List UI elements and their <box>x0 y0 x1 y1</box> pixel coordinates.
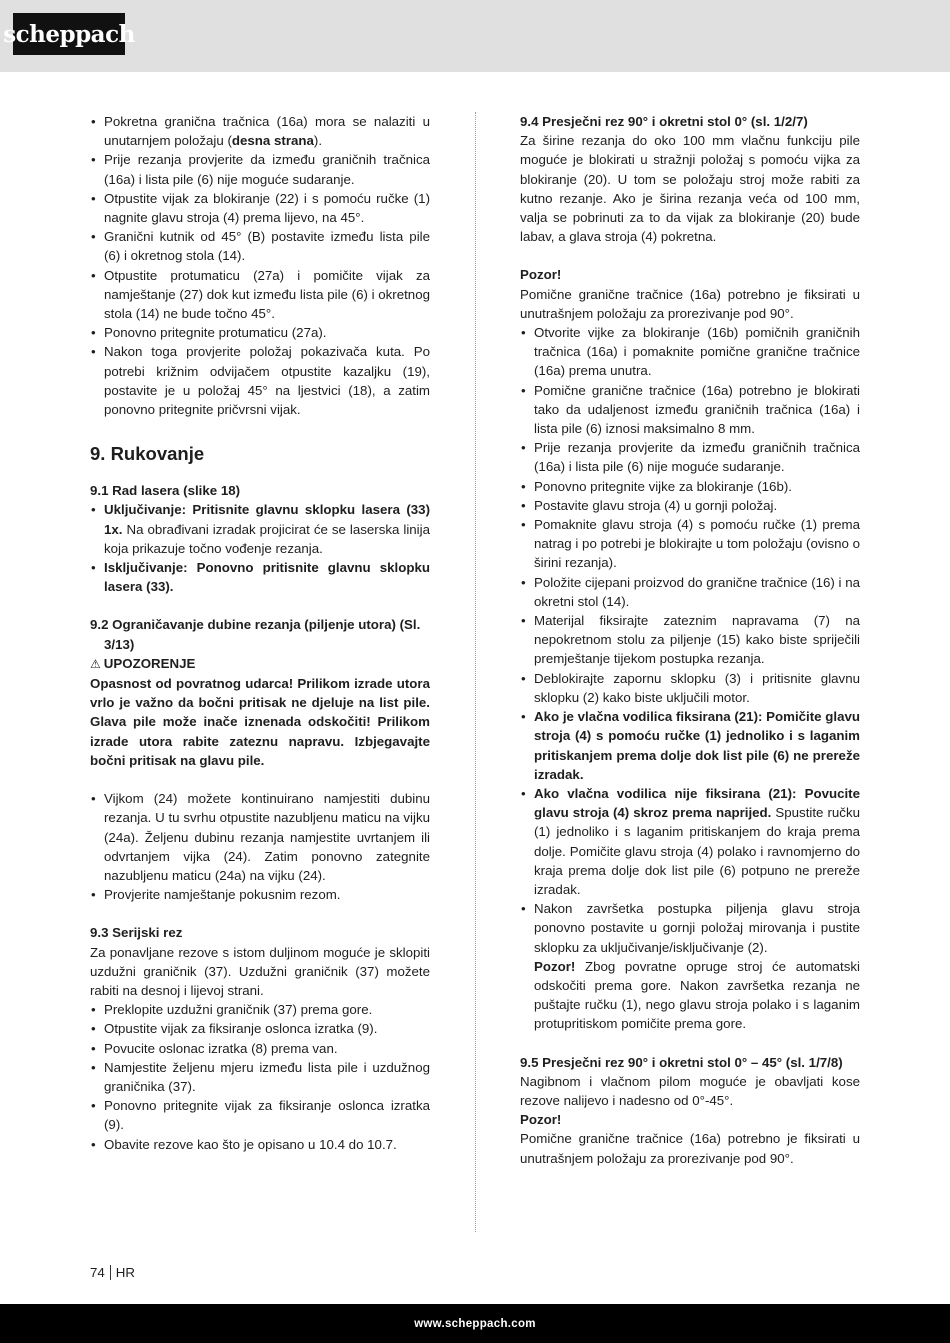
list-item: • Isključivanje: Ponovno pritisnite glavnu sklopku lasera (33). <box>90 558 430 596</box>
subheading-serial-cut: 9.3 Serijski rez <box>90 925 183 941</box>
list-item: • Otvorite vijke za blokiranje (16b) pomičnih graničnih tračnica (16a) i pomaknite pomične granične tračnice (16a) prema unutra. <box>520 323 860 381</box>
subheading-cross-cut-90: 9.4 Presječni rez 90° i okretni stol 0° (sl. 1/2/7) <box>520 114 808 129</box>
list-item: • Obavite rezove kao što je opisano u 10.4 do 10.7. <box>90 1135 430 1154</box>
left-column <box>90 112 430 1154</box>
warning-label: ⚠ UPOZORENJE <box>90 654 430 674</box>
list-item: • Uključivanje: Pritisnite glavnu sklopku lasera (33) 1x. Na obrađivani izradak projicirat će se laserska linija koja prikazuje točno vođenje rezanja. <box>90 500 430 558</box>
warning-text: Opasnost od povratnog udarca! Prilikom izrade utora vrlo je važno da bočni pritisak ne djeluje na list pile. Glava pile može inače iznenada odskočiti! Prilikom izrade utora rabite zateznu napravu. Izbjegavajte bočni pritisak na glavu pile. <box>90 676 430 768</box>
list-item: • Otpustite vijak za fiksiranje oslonca izratka (9). <box>90 1019 430 1038</box>
list-item: • Pokretna granična tračnica (16a) mora se nalaziti u unutarnjem položaju (desna strana). <box>90 112 430 150</box>
caution-label: Pozor! <box>520 267 562 283</box>
list-item: • Pomične granične tračnice (16a) potrebno je blokirati tako da udaljenost između graničnih tračnica (16a) i lista pile (6) iznosi maksimalno 8 mm. <box>520 381 860 439</box>
brand-logo: scheppach <box>13 13 125 55</box>
website-link[interactable]: www.scheppach.com <box>414 1317 536 1330</box>
list-item: • Povucite oslonac izratka (8) prema van. <box>90 1039 430 1058</box>
list-item: • Postavite glavu stroja (4) u gornji položaj. <box>520 496 860 515</box>
list-item: • Pomaknite glavu stroja (4) s pomoću ručke (1) prema natrag i po potrebi je blokirajte u tom položaju (ovisno o širini rezanja). <box>520 515 860 573</box>
list-item: • Otpustite vijak za blokiranje (22) i s pomoću ručke (1) nagnite glavu stroja (4) prema lijevo, na 45°. <box>90 189 430 227</box>
serial-cut-intro: Za ponavljane rezove s istom duljinom moguće je sklopiti uzdužni graničnik (37). Uzdužni graničnik (37) možete rabiti na desnoj i lijevoj strani. <box>90 944 430 998</box>
list-item: • Prije rezanja provjerite da između graničnih tračnica (16a) i lista pile (6) nije moguće sudaranje. <box>520 438 860 476</box>
column-divider <box>475 112 476 1232</box>
right-column <box>520 112 860 1168</box>
subheading-cross-cut-45: 9.5 Presječni rez 90° i okretni stol 0° – 45° (sl. 1/7/8) <box>520 1054 843 1070</box>
list-item: • Provjerite namještanje pokusnim rezom. <box>90 885 430 904</box>
list-item: • Položite cijepani proizvod do granične tračnice (16) i na okretni stol (14). <box>520 573 860 611</box>
bevel-intro: Nagibnom i vlačnom pilom moguće je obavljati kose rezove nalijevo i nadesno od 0°-45°. <box>520 1073 860 1108</box>
list-item: • Ponovno pritegnite vijke za blokiranje (16b). <box>520 477 860 496</box>
list-item: • Prije rezanja provjerite da između graničnih tračnica (16a) i lista pile (6) nije moguće sudaranje. <box>90 150 430 188</box>
caution-label-2: Pozor! <box>520 1112 562 1128</box>
cut-depth-list <box>90 789 430 904</box>
list-item: • Nakon završetka postupka piljenja glavu stroja ponovno postavite u gornji položaj mirovanja i pustite sklopku za uključivanje/isključivanje (2). <box>520 899 860 957</box>
list-item: • Ponovno pritegnite vijak za fiksiranje oslonca izratka (9). <box>90 1096 430 1134</box>
subheading-cut-depth: 9.2 Ograničavanje dubine rezanja (piljenje utora) (Sl. 3/13) <box>90 617 421 652</box>
list-item: • Otpustite protumaticu (27a) i pomičite vijak za namještanje (27) dok kut između lista pile (6) i okretnog stola (14) ne bude točno 45°. <box>90 266 430 324</box>
cross-cut-list <box>520 323 860 957</box>
list-item: • Namjestite željenu mjeru između lista pile i uzdužnog graničnika (37). <box>90 1058 430 1096</box>
caution-note: Pozor! Zbog povratne opruge stroj će automatski odskočiti prema gore. Nakon završetka rezanja ne puštajte ručku (1), nego glavu stroja polako i s laganim protupritiskom pomičite prema gore. <box>534 958 860 1032</box>
section-heading-rukovanje: 9. Rukovanje <box>90 443 205 465</box>
caution-text-2: Pomične granične tračnice (16a) potrebno je fiksirati u unutrašnjem položaju za prorezivanje pod 90°. <box>520 1131 860 1166</box>
list-item: • Nakon toga provjerite položaj pokazivača kuta. Po potrebi križnim odvijačem otpustite kazaljku (19), postavite je u položaj 45° na ljestvici (18), a zatim ponovno pritegnite pričvrsni vijak. <box>90 342 430 419</box>
laser-list <box>90 500 430 596</box>
list-item: • Vijkom (24) možete kontinuirano namjestiti dubinu rezanja. U tu svrhu otpustite nazubljenu maticu na vijku (24a). Željenu dubinu rezanja namjestite uvrtanjem ili odvrtanjem vijka (24). Zatim ponovno zategnite nazubljenu maticu (24a) na vijku (24). <box>90 789 430 885</box>
list-item: • Preklopite uzdužni graničnik (37) prema gore. <box>90 1000 430 1019</box>
subheading-laser: 9.1 Rad lasera (slike 18) <box>90 483 241 499</box>
list-item: • Ponovno pritegnite protumaticu (27a). <box>90 323 430 342</box>
page-number: 74 HR <box>90 1265 136 1280</box>
caution-text: Pomične granične tračnice (16a) potrebno je fiksirati u unutrašnjem položaju za prorezivanje pod 90°. <box>520 286 860 321</box>
list-item: • Deblokirajte zapornu sklopku (3) i pritisnite glavnu sklopku (2) kako biste uključili motor. <box>520 669 860 707</box>
list-item: • Ako vlačna vodilica nije fiksirana (21): Povucite glavu stroja (4) skroz prema naprijed. Spustite ručku (1) jednoliko i s laganim pritiskanjem do kraja prema dolje. Pomičite glavu stroja (4) polako i ravnomjerno do kraja prema dolje dok list pile (6) potpuno ne prereže izradak. <box>520 784 860 899</box>
page-footer <box>0 1304 950 1343</box>
serial-cut-list <box>90 1000 430 1154</box>
list-item: • Granični kutnik od 45° (B) postavite između lista pile (6) i okretnog stola (14). <box>90 227 430 265</box>
page-header <box>0 0 950 72</box>
list-item: • Materijal fiksirajte zateznim napravama (7) na nepokretnom stolu za piljenje (15) kako biste spriječili premještanje tijekom postupka rezanja. <box>520 611 860 669</box>
list-item: • Ako je vlačna vodilica fiksirana (21): Pomičite glavu stroja (4) s pomoću ručke (1) jednoliko i s laganim pritiskanjem prema dolje dok list pile (6) ne prereže izradak. <box>520 707 860 784</box>
cross-cut-intro: Za širine rezanja do oko 100 mm vlačnu funkciju pile moguće je blokirati u stražnji položaj s pomoću vijka za blokiranje (20). U tom se položaju stroj može rabiti za kutno rezanje. Ako je širina rezanja veća od 100 mm, valja se pobrinuti za to da vijak za blokiranje (20) bude labav, a glava stroja (4) pokretna. <box>520 133 860 245</box>
angle-setup-list <box>90 112 430 419</box>
warning-triangle-icon: ⚠ <box>90 656 101 671</box>
